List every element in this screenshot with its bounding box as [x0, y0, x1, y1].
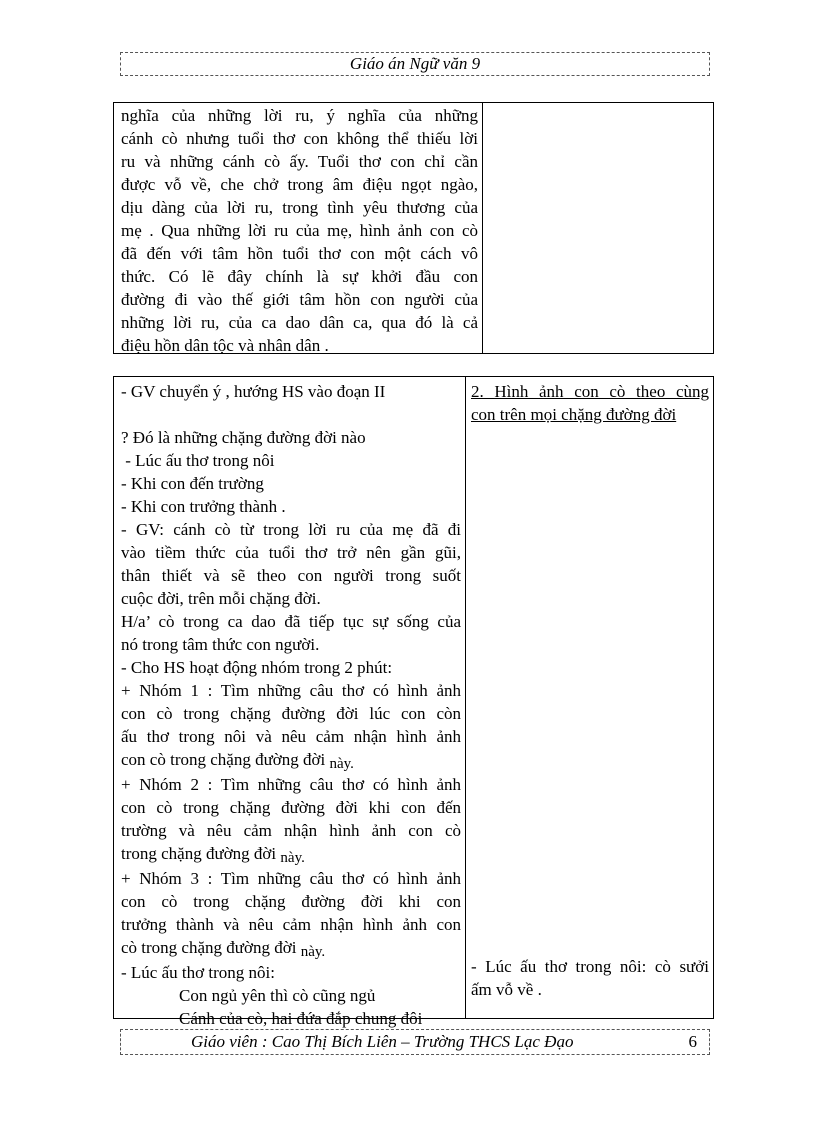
text-fragment: trong chặng đường đời	[121, 844, 277, 863]
text-fragment: này.	[329, 756, 354, 772]
text-line: - Cho HS hoạt động nhóm trong 2 phút:	[121, 658, 393, 677]
table2-left-cell	[121, 380, 461, 1028]
text-fragment: này.	[280, 850, 305, 866]
text-fragment: này.	[300, 944, 326, 960]
table1-line: điệu hồn dân tộc và nhân dân .	[121, 336, 329, 355]
text-line: con cò trong chặng đường đời lúc con còn	[121, 704, 461, 723]
text-line: - GV chuyển ý , hướng HS vào đoạn II	[121, 382, 386, 401]
text-line: ấu thơ trong nôi và nêu cảm nhận hình ảnh	[121, 727, 461, 746]
text-line: + Nhóm 1 : Tìm những câu thơ có hình ảnh	[121, 681, 461, 700]
table-continuation	[113, 102, 714, 354]
text-line: cuộc đời, trên mỗi chặng đời.	[121, 589, 321, 608]
page-header	[120, 52, 710, 76]
text-fragment: con cò trong chặng đường đời	[121, 750, 326, 769]
table1-line: nghĩa của những lời ru, ý nghĩa của những	[121, 106, 478, 125]
text-line	[121, 842, 461, 867]
table-main	[113, 376, 714, 1028]
poem-line: Con ngủ yên thì cò cũng ngủ	[179, 986, 376, 1005]
text-line: vào tiềm thức của tuổi thơ trở nên gần gũi,	[121, 543, 461, 562]
poem-line: Cánh của cò, hai đứa đắp chung đôi	[179, 1009, 423, 1028]
text-line: + Nhóm 2 : Tìm những câu thơ có hình ảnh	[121, 775, 461, 794]
text-line	[121, 936, 461, 961]
text-line: con cò trong chặng đường đời khi con	[121, 892, 461, 911]
section-heading: 2. Hình ảnh con cò theo cùng	[471, 382, 709, 401]
text-line: - GV: cánh cò từ trong lời ru của mẹ đã đi	[121, 520, 461, 539]
text-line: H/a’ cò trong ca dao đã tiếp tục sự sống của	[121, 612, 461, 631]
text-line: - Khi con trưởng thành .	[121, 497, 286, 516]
page-footer	[120, 1029, 710, 1055]
table1-line: mẹ . Qua những lời ru của mẹ, hình ảnh con cò	[121, 221, 478, 240]
text-line: trưởng thành và nêu cảm nhận hình ảnh con	[121, 915, 461, 934]
text-line: - Lúc ấu thơ trong nôi:	[121, 963, 275, 982]
text-line: + Nhóm 3 : Tìm những câu thơ có hình ảnh	[121, 869, 461, 888]
text-fragment: cò trong chặng đường đời	[121, 938, 297, 957]
table1-line: ru và những cánh cò ấy. Tuổi thơ con chỉ cần	[121, 152, 478, 171]
text-line: - Lúc ấu thơ trong nôi	[121, 451, 275, 470]
text-line: trường và nêu cảm nhận hình ảnh con cò	[121, 821, 461, 840]
table1-left-cell	[121, 104, 478, 353]
table1-line: đường đi vào thế giới tâm hồn con người của	[121, 290, 478, 309]
table1-line: cánh cò nhưng tuổi thơ con không thể thiếu lời	[121, 129, 478, 148]
page-number: 6	[688, 1032, 697, 1051]
table1-right-cell	[483, 103, 713, 353]
text-line: con cò trong chặng đường đời khi con đến	[121, 798, 461, 817]
blank-line	[121, 403, 461, 426]
footer-text: Giáo viên : Cao Thị Bích Liên – Trường THCS Lạc Đạo	[191, 1032, 574, 1051]
text-line: - Khi con đến trường	[121, 474, 264, 493]
table1-line: đã đến với tâm hồn tuổi thơ con một cách vô	[121, 244, 478, 263]
column-divider	[465, 377, 466, 1018]
text-line: thân thiết và sẽ theo con người trong suốt	[121, 566, 461, 585]
table2-right-cell	[471, 380, 709, 1018]
table1-line: những lời ru, của ca dao dân ca, qua đó là cả	[121, 313, 478, 332]
text-line	[121, 748, 461, 773]
header-title: Giáo án Ngữ văn 9	[349, 54, 481, 73]
note-line: ấm vỗ về .	[471, 980, 542, 999]
table1-line: thức. Có lẽ đây chính là sự khởi đầu con	[121, 267, 478, 286]
section-heading: con trên mọi chặng đường đời	[471, 405, 677, 424]
table1-line: được vỗ về, che chở trong âm điệu ngọt ngào,	[121, 175, 478, 194]
text-line: nó trong tâm thức con người.	[121, 635, 320, 654]
note-line: - Lúc ấu thơ trong nôi: cò sưởi	[471, 957, 709, 976]
question-line: ? Đó là những chặng đường đời nào	[121, 428, 366, 447]
table1-line: dịu dàng của lời ru, trong tình yêu thương của	[121, 198, 478, 217]
